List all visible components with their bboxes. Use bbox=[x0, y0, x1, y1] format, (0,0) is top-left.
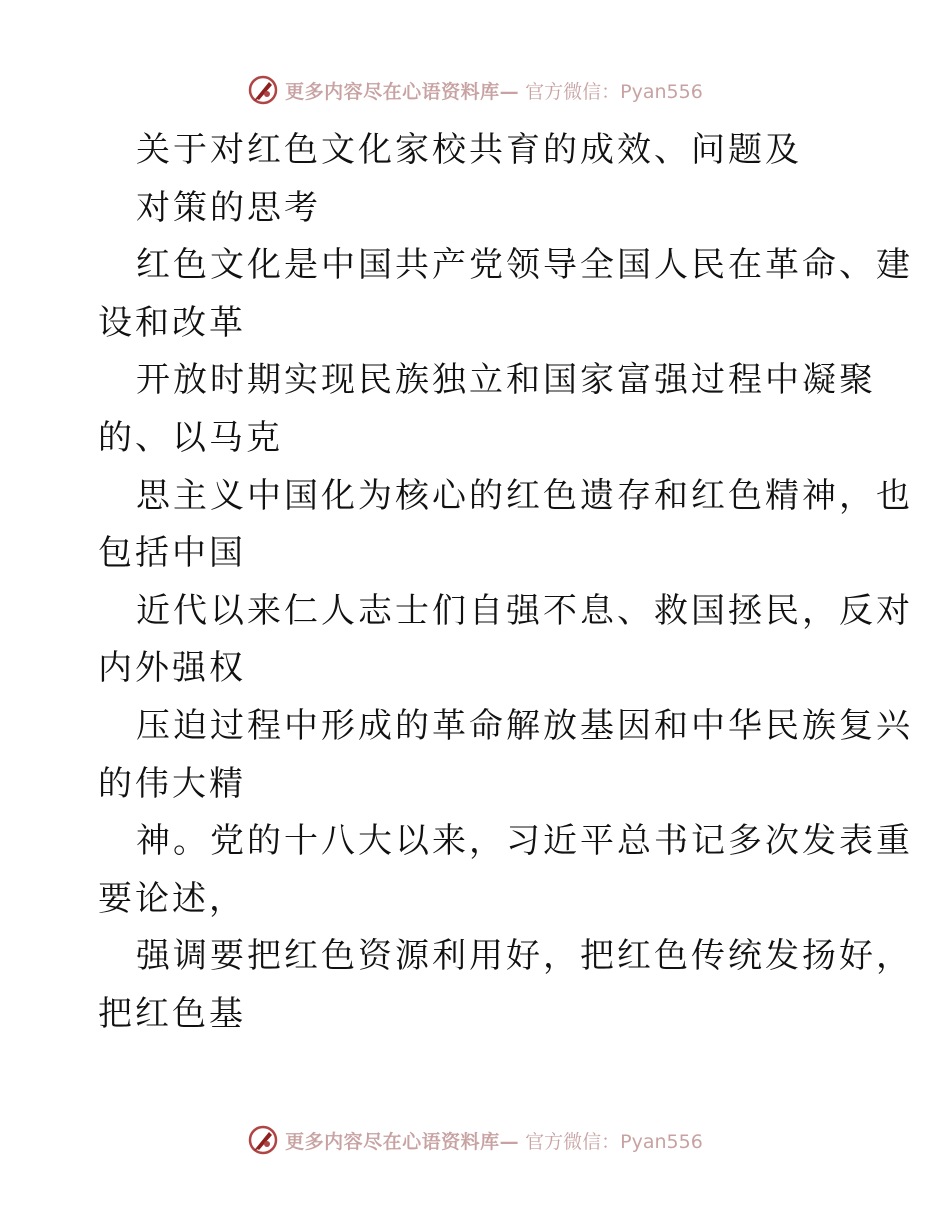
text-line: 的伟大精 bbox=[98, 763, 246, 804]
text-line: 关于对红色文化家校共育的成效、问题及 bbox=[136, 130, 802, 170]
text-line: 神。党的十八大以来，习近平总书记多次发表重 bbox=[136, 821, 913, 862]
text-line: 压迫过程中形成的革命解放基因和中华民族复兴 bbox=[136, 705, 913, 746]
text-line: 开放时期实现民族独立和国家富强过程中凝聚 bbox=[136, 360, 876, 401]
footer-wechat: 官方微信：Pyan556 bbox=[525, 1130, 703, 1153]
header-wechat: 官方微信：Pyan556 bbox=[525, 80, 703, 103]
text-line: 思主义中国化为核心的红色遗存和红色精神，也 bbox=[136, 475, 913, 516]
text-line: 包括中国 bbox=[98, 533, 246, 574]
header-slogan: 更多内容尽在心语资料库— bbox=[285, 80, 520, 103]
document-body bbox=[98, 122, 913, 1044]
text-line: 对策的思考 bbox=[136, 187, 321, 228]
quill-pen-logo-icon bbox=[247, 74, 279, 106]
text-line: 要论述， bbox=[98, 878, 246, 919]
text-line: 的、以马克 bbox=[98, 417, 283, 458]
quill-pen-logo-icon bbox=[247, 1124, 279, 1156]
footer-slogan: 更多内容尽在心语资料库— bbox=[285, 1130, 520, 1153]
text-line: 内外强权 bbox=[98, 648, 246, 689]
text-line: 近代以来仁人志士们自强不息、救国拯民，反对 bbox=[136, 590, 913, 631]
text-line: 红色文化是中国共产党领导全国人民在革命、建 bbox=[136, 245, 913, 286]
text-line: 把红色基 bbox=[98, 993, 246, 1034]
footer-banner bbox=[0, 1120, 950, 1160]
text-line: 强调要把红色资源利用好，把红色传统发扬好， bbox=[136, 936, 913, 977]
header-banner bbox=[0, 70, 950, 110]
text-line: 设和改革 bbox=[98, 302, 246, 343]
